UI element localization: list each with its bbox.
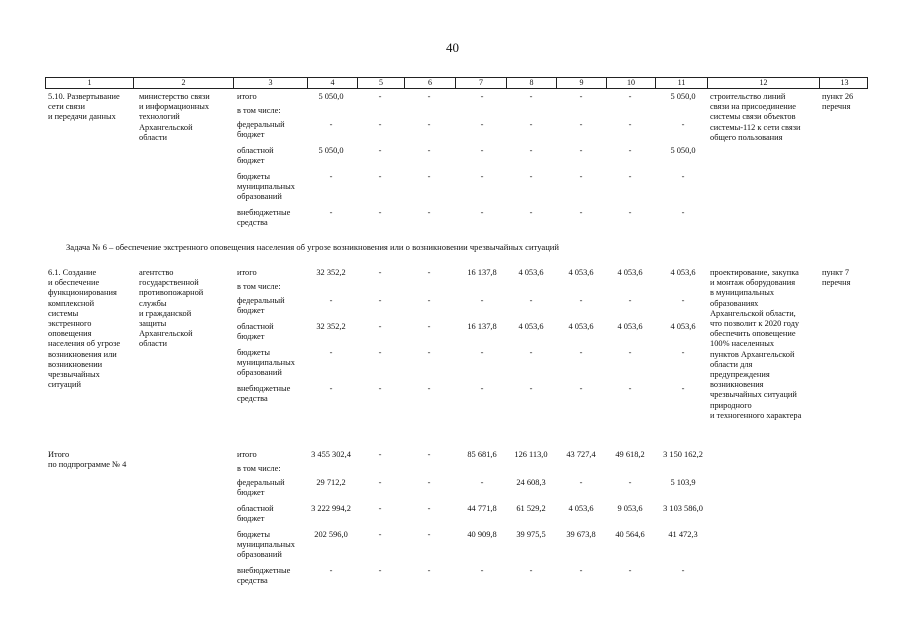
block2-offbudget-col10: -	[628, 384, 632, 393]
block1-federal-col8: -	[529, 120, 533, 129]
block1-municipal-col7: -	[480, 172, 484, 181]
block2-label-municipal: бюджеты муниципальных образований	[237, 348, 295, 378]
block3-label-federal: федеральный бюджет	[237, 478, 285, 498]
header-cell-8: 8	[507, 78, 557, 88]
block2-federal-col5: -	[378, 296, 382, 305]
block3-offbudget-col5: -	[378, 566, 382, 575]
block2-offbudget-col11: -	[681, 384, 685, 393]
block2-regional-col8: 4 053,6	[518, 322, 544, 331]
block2-offbudget-col6: -	[427, 384, 431, 393]
block1-result: строительство линий связи на присоединение системы связи объектов системы-112 к сети связи общего пользования	[710, 92, 801, 142]
block1-regional-col8: -	[529, 146, 533, 155]
block3-total-col8: 126 113,0	[514, 450, 548, 459]
block3-municipal-col5: -	[378, 530, 382, 539]
block2-federal-col8: -	[529, 296, 533, 305]
header-cell-6: 6	[405, 78, 456, 88]
header-cell-10: 10	[607, 78, 656, 88]
block2-regional-col5: -	[378, 322, 382, 331]
block1-regional-col6: -	[427, 146, 431, 155]
block1-offbudget-col4: -	[329, 208, 333, 217]
block1-total-col6: -	[427, 92, 431, 101]
block1-total-col9: -	[579, 92, 583, 101]
block3-total-col6: -	[427, 450, 431, 459]
block3-municipal-col4: 202 596,0	[314, 530, 348, 539]
block2-regional-col7: 16 137,8	[467, 322, 497, 331]
block2-total-col6: -	[427, 268, 431, 277]
block1-total-col8: -	[529, 92, 533, 101]
block3-label-offbudget: внебюджетные средства	[237, 566, 291, 586]
block2-municipal-col7: -	[480, 348, 484, 357]
block2-municipal-col10: -	[628, 348, 632, 357]
block3-regional-col5: -	[378, 504, 382, 513]
block2-regional-col9: 4 053,6	[568, 322, 594, 331]
block1-total-col5: -	[378, 92, 382, 101]
block2-total-col9: 4 053,6	[568, 268, 594, 277]
block1-regional-col10: -	[628, 146, 632, 155]
block1-label-including: в том числе:	[237, 106, 281, 115]
header-cell-11: 11	[656, 78, 708, 88]
block1-ref: пункт 26 перечня	[822, 92, 854, 112]
block3-municipal-col8: 39 975,5	[516, 530, 546, 539]
header-cell-1: 1	[46, 78, 134, 88]
block1-total-col4: 5 050,0	[318, 92, 344, 101]
block2-federal-col10: -	[628, 296, 632, 305]
block2-regional-col6: -	[427, 322, 431, 331]
block1-label-municipal: бюджеты муниципальных образований	[237, 172, 295, 202]
block1-federal-col6: -	[427, 120, 431, 129]
header-cell-5: 5	[358, 78, 405, 88]
block2-regional-col11: 4 053,6	[670, 322, 696, 331]
block2-ref: пункт 7 перечня	[822, 268, 851, 288]
block2-federal-col7: -	[480, 296, 484, 305]
block1-municipal-col9: -	[579, 172, 583, 181]
block2-federal-col9: -	[579, 296, 583, 305]
block2-total-col7: 16 137,8	[467, 268, 497, 277]
block2-offbudget-col9: -	[579, 384, 583, 393]
block1-municipal-col6: -	[427, 172, 431, 181]
block2-label-federal: федеральный бюджет	[237, 296, 285, 316]
block2-offbudget-col5: -	[378, 384, 382, 393]
block1-municipal-col5: -	[378, 172, 382, 181]
header-cell-4: 4	[308, 78, 358, 88]
block1-offbudget-col8: -	[529, 208, 533, 217]
block2-executor: агентство государственной противопожарной службы и гражданской защиты Архангельской области	[139, 268, 204, 349]
block1-executor: министерство связи и информационных технологий Архангельской области	[139, 92, 210, 142]
block3-total-col7: 85 681,6	[467, 450, 497, 459]
block3-regional-col10: 9 053,6	[617, 504, 643, 513]
block1-federal-col9: -	[579, 120, 583, 129]
block1-regional-col7: -	[480, 146, 484, 155]
block1-municipal-col4: -	[329, 172, 333, 181]
block2-label-offbudget: внебюджетные средства	[237, 384, 291, 404]
block1-offbudget-col5: -	[378, 208, 382, 217]
block3-municipal-col11: 41 472,3	[668, 530, 698, 539]
block3-federal-col11: 5 103,9	[670, 478, 696, 487]
block1-federal-col5: -	[378, 120, 382, 129]
block3-total-col5: -	[378, 450, 382, 459]
block1-federal-col10: -	[628, 120, 632, 129]
block3-regional-col4: 3 222 994,2	[311, 504, 351, 513]
block3-total-col10: 49 618,2	[615, 450, 645, 459]
block2-regional-col10: 4 053,6	[617, 322, 643, 331]
block2-measure: 6.1. Создание и обеспечение функционирования комплексной системы экстренного оповещения населения об угрозе возникновения или возникновении чрезвычайных ситуаций	[48, 268, 121, 390]
page-number: 40	[446, 40, 459, 55]
block2-offbudget-col7: -	[480, 384, 484, 393]
block3-offbudget-col9: -	[579, 566, 583, 575]
block1-total-col11: 5 050,0	[670, 92, 696, 101]
block1-offbudget-col6: -	[427, 208, 431, 217]
block2-total-col4: 32 352,2	[316, 268, 346, 277]
block1-total-col7: -	[480, 92, 484, 101]
block1-regional-col9: -	[579, 146, 583, 155]
block2-federal-col11: -	[681, 296, 685, 305]
block1-federal-col11: -	[681, 120, 685, 129]
block3-regional-col11: 3 103 586,0	[663, 504, 703, 513]
block2-label-including: в том числе:	[237, 282, 281, 291]
block3-federal-col10: -	[628, 478, 632, 487]
block3-total-col9: 43 727,4	[566, 450, 596, 459]
header-cell-12: 12	[708, 78, 820, 88]
header-cell-9: 9	[557, 78, 607, 88]
block2-offbudget-col4: -	[329, 384, 333, 393]
header-cell-13: 13	[840, 78, 849, 87]
block1-offbudget-col11: -	[681, 208, 685, 217]
block2-label-regional: областной бюджет	[237, 322, 274, 342]
block3-federal-col9: -	[579, 478, 583, 487]
block3-federal-col7: -	[480, 478, 484, 487]
block3-label-regional: областной бюджет	[237, 504, 274, 524]
block2-municipal-col11: -	[681, 348, 685, 357]
block2-total-col5: -	[378, 268, 382, 277]
block1-total-col10: -	[628, 92, 632, 101]
block1-offbudget-col10: -	[628, 208, 632, 217]
block2-result: проектирование, закупка и монтаж оборудования в муниципальных образованиях Архангельской области, что позволит к 2020 году обеспечить оповещение 100% населенных пунктов Архангельской области для предупреждения возникновения чрезвычайных ситуаций природного и техногенного характера	[710, 268, 802, 420]
block1-municipal-col8: -	[529, 172, 533, 181]
block3-regional-col6: -	[427, 504, 431, 513]
block3-federal-col8: 24 608,3	[516, 478, 546, 487]
block2-total-col10: 4 053,6	[617, 268, 643, 277]
header-cell-7: 7	[456, 78, 507, 88]
block2-label-total: итого	[237, 268, 257, 277]
block2-federal-col6: -	[427, 296, 431, 305]
header-cell-2: 2	[134, 78, 234, 88]
block3-municipal-col9: 39 673,8	[566, 530, 596, 539]
block3-label-municipal: бюджеты муниципальных образований	[237, 530, 295, 560]
block2-municipal-col4: -	[329, 348, 333, 357]
block1-regional-col11: 5 050,0	[670, 146, 696, 155]
block2-total-col8: 4 053,6	[518, 268, 544, 277]
block1-offbudget-col9: -	[579, 208, 583, 217]
block2-municipal-col5: -	[378, 348, 382, 357]
block2-total-col11: 4 053,6	[670, 268, 696, 277]
block3-total-col4: 3 455 302,4	[311, 450, 351, 459]
block3-offbudget-col10: -	[628, 566, 632, 575]
block2-federal-col4: -	[329, 296, 333, 305]
block1-label-offbudget: внебюджетные средства	[237, 208, 291, 228]
block3-offbudget-col11: -	[681, 566, 685, 575]
block3-offbudget-col6: -	[427, 566, 431, 575]
table-header-row	[45, 77, 868, 89]
block3-municipal-col7: 40 909,8	[467, 530, 497, 539]
block3-total-col11: 3 150 162,2	[663, 450, 703, 459]
block1-label-total: итого	[237, 92, 257, 101]
block3-municipal-col10: 40 564,6	[615, 530, 645, 539]
block1-federal-col4: -	[329, 120, 333, 129]
block1-offbudget-col7: -	[480, 208, 484, 217]
block3-offbudget-col4: -	[329, 566, 333, 575]
block1-municipal-col11: -	[681, 172, 685, 181]
block3-federal-col6: -	[427, 478, 431, 487]
block1-municipal-col10: -	[628, 172, 632, 181]
task-6-title: Задача № 6 – обеспечение экстренного оповещения населения об угрозе возникновения или о возникновении чрезвычайных ситуаций	[66, 242, 560, 252]
block1-regional-col4: 5 050,0	[318, 146, 344, 155]
block3-offbudget-col8: -	[529, 566, 533, 575]
block3-label-total: итого	[237, 450, 257, 459]
block2-offbudget-col8: -	[529, 384, 533, 393]
block1-measure: 5.10. Развертывание сети связи и передачи данных	[48, 92, 120, 122]
block3-regional-col9: 4 053,6	[568, 504, 594, 513]
block1-label-federal: федеральный бюджет	[237, 120, 285, 140]
block2-regional-col4: 32 352,2	[316, 322, 346, 331]
block2-municipal-col6: -	[427, 348, 431, 357]
block1-federal-col7: -	[480, 120, 484, 129]
header-cell-3: 3	[234, 78, 308, 88]
block2-municipal-col8: -	[529, 348, 533, 357]
block3-regional-col8: 61 529,2	[516, 504, 546, 513]
block2-municipal-col9: -	[579, 348, 583, 357]
block3-municipal-col6: -	[427, 530, 431, 539]
block3-federal-col5: -	[378, 478, 382, 487]
block3-federal-col4: 29 712,2	[316, 478, 346, 487]
block3-regional-col7: 44 771,8	[467, 504, 497, 513]
block3-measure: Итого по подпрограмме № 4	[48, 450, 127, 470]
block1-label-regional: областной бюджет	[237, 146, 274, 166]
block3-offbudget-col7: -	[480, 566, 484, 575]
block1-regional-col5: -	[378, 146, 382, 155]
block3-label-including: в том числе:	[237, 464, 281, 473]
